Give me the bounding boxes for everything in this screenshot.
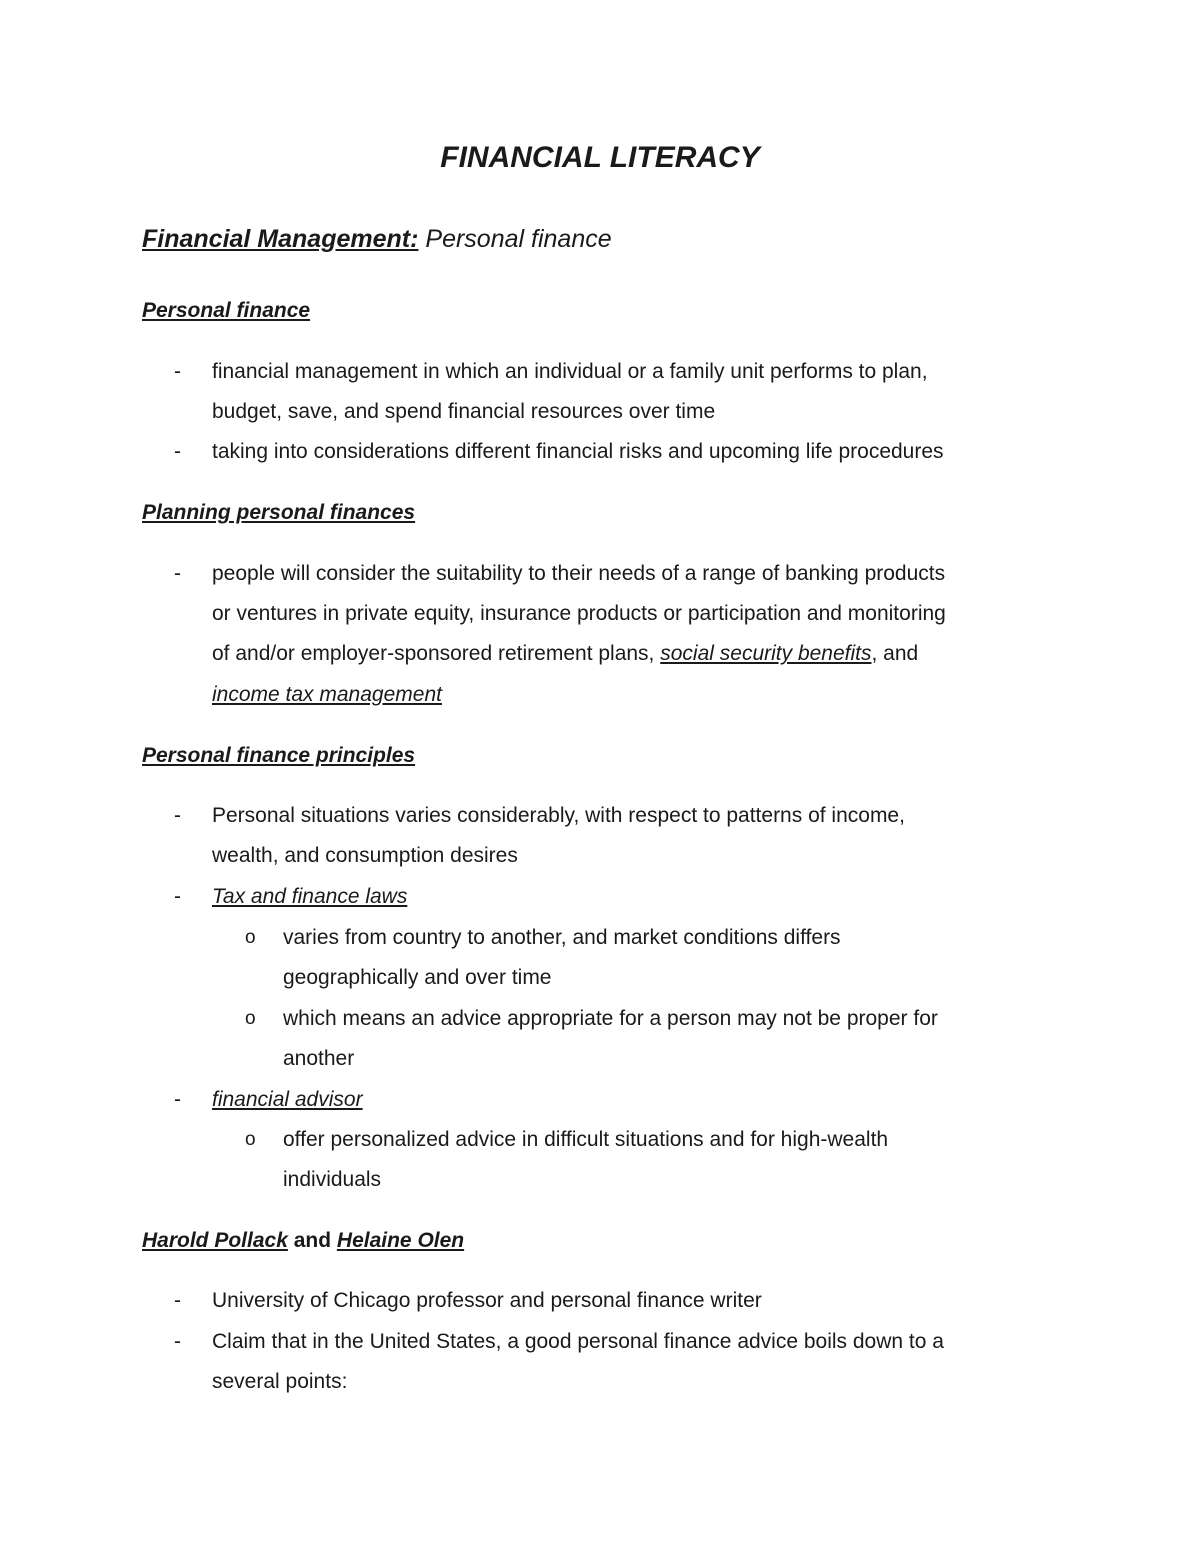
bullet-dash: -: [174, 440, 181, 463]
link-social-security-benefits[interactable]: social security benefits: [660, 642, 872, 665]
bullet-text: people will consider the suitability to their needs of a range of banking products: [212, 562, 946, 585]
heading-planning-personal-finances: Planning personal finances: [142, 501, 416, 524]
bullet-text: wealth, and consumption desires: [212, 844, 518, 867]
link-helaine-olen[interactable]: Helaine Olen: [336, 1229, 465, 1252]
sub-bullet-circle: o: [245, 927, 256, 948]
link-income-tax-management[interactable]: income tax management: [212, 683, 442, 706]
bullet-text: taking into considerations different financial risks and upcoming life procedures: [212, 440, 944, 463]
bullet-dash: -: [174, 885, 181, 908]
document-subtitle: [142, 222, 612, 256]
link-harold-pollack[interactable]: Harold Pollack: [142, 1229, 288, 1252]
bullet-dash: -: [174, 360, 181, 383]
bullet-dash: -: [174, 1088, 181, 1111]
sub-bullet-circle: o: [245, 1008, 256, 1029]
bullet-dash: -: [174, 1330, 181, 1353]
bullet-text: several points:: [212, 1370, 348, 1393]
bullet-text-line: [212, 1085, 363, 1115]
subtitle-label: Financial Management:: [142, 225, 419, 253]
link-financial-advisor[interactable]: financial advisor: [212, 1088, 363, 1111]
heading-authors: [142, 1226, 464, 1256]
bullet-dash: -: [174, 1289, 181, 1312]
sub-bullet-text: which means an advice appropriate for a person may not be proper for: [283, 1007, 938, 1030]
sub-bullet-circle: o: [245, 1129, 256, 1150]
sub-bullet-text: varies from country to another, and market conditions differs: [283, 926, 841, 949]
bullet-text: University of Chicago professor and personal finance writer: [212, 1289, 762, 1312]
sub-bullet-text: individuals: [283, 1168, 382, 1191]
heading-personal-finance: Personal finance: [142, 299, 311, 322]
bullet-text: Claim that in the United States, a good personal finance advice boils down to a: [212, 1330, 944, 1353]
bullet-text: of and/or employer-sponsored retirement plans,: [212, 642, 661, 665]
sub-bullet-text: offer personalized advice in difficult situations and for high-wealth: [283, 1128, 889, 1151]
page-title: FINANCIAL LITERACY: [440, 141, 760, 174]
bullet-text: or ventures in private equity, insurance products or participation and monitoring: [212, 602, 946, 625]
bullet-text-line: [212, 680, 442, 710]
bullet-text: Personal situations varies considerably, with respect to patterns of income,: [212, 804, 905, 827]
bullet-dash: -: [174, 562, 181, 585]
bullet-dash: -: [174, 804, 181, 827]
bullet-text: , and: [871, 642, 919, 665]
subtitle-value: Personal finance: [418, 225, 612, 253]
sub-bullet-text: another: [283, 1047, 355, 1070]
heading-conjunction: and: [287, 1229, 337, 1252]
sub-bullet-text: geographically and over time: [283, 966, 552, 989]
heading-personal-finance-principles: Personal finance principles: [142, 744, 416, 767]
bullet-text: financial management in which an individual or a family unit performs to plan,: [212, 360, 928, 383]
bullet-text-line: [212, 639, 918, 669]
bullet-text-line: [212, 882, 407, 912]
link-tax-and-finance-laws[interactable]: Tax and finance laws: [212, 885, 408, 908]
bullet-text: budget, save, and spend financial resources over time: [212, 400, 716, 423]
